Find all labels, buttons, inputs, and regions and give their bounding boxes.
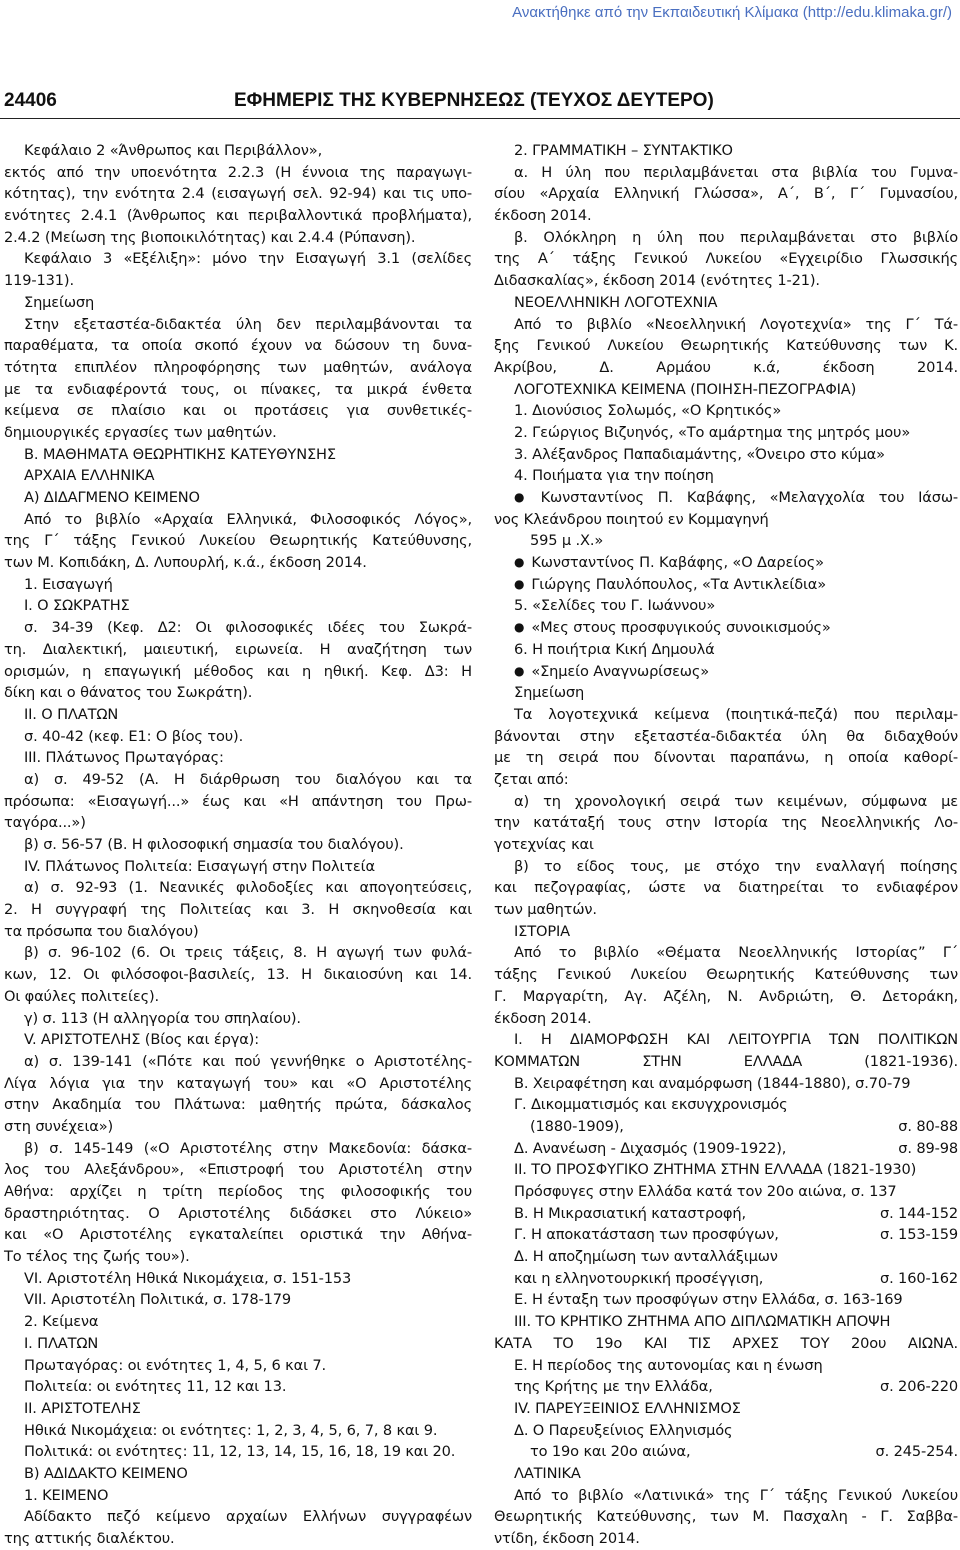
left-line-37: τα πρόσωπα του διαλόγου) <box>4 922 199 940</box>
right-line-22: 5. «Σελίδες του Γ. Ιωάννου» <box>514 597 716 615</box>
right-line-24: 6. Η ποιήτρια Κική Δημουλά <box>514 640 715 658</box>
right-line-28: βάνονται στην εξεταστέα-διδακτέα ύλη θα διδαχθούν <box>494 727 958 745</box>
page-reference: σ. 153-159 <box>879 1226 958 1244</box>
left-line-2: εκτός από την υποενότητα 2.2.3 (Η έννοια της παραγωγι- <box>4 163 472 181</box>
page-reference: σ. 80-88 <box>898 1117 958 1135</box>
left-line-24: τη. Διαλεκτική, μαιευτική, ειρωνεία. Η αναζήτηση των <box>4 640 472 658</box>
right-line-50 <box>494 1203 958 1225</box>
right-line-57: Ε. Η περίοδος της αυτονομίας και η ένωση <box>514 1356 823 1374</box>
left-line-54: VΙΙ. Αριστοτέλη Πολιτικά, σ. 178-179 <box>24 1291 292 1309</box>
left-line-14: δημιουργικές εργασίες των μαθητών. <box>4 423 277 441</box>
right-line-15: 3. Αλέξανδρος Παπαδιαμάντης, «Όνειρο στο κύμα» <box>514 445 885 463</box>
left-line-38: β) σ. 96-102 (6. Οι τρεις τάξεις, 8. Η αγωγή των φυλά- <box>24 944 472 962</box>
left-line-5: 2.4.2 (Μείωση της βιοποικιλότητας) και 2.4.4 (Ρύπανση). <box>4 228 416 246</box>
left-line-34: ΙV. Πλάτωνος Πολιτεία: Εισαγωγή στην Πολιτεία <box>24 857 375 875</box>
entry-title: της Κρήτης με την Ελλάδα, <box>514 1378 713 1396</box>
right-line-52: Δ. Η αποζημίωση των ανταλλάξιμων <box>514 1248 778 1266</box>
right-line-45: Γ. Δικομματισμός και εκσυγχρονισμός <box>514 1096 788 1114</box>
right-line-6: της Α΄ τάξης Γενικού Λυκείου «Εγχειρίδιο Γλωσσικής <box>494 250 958 268</box>
left-line-59: ΙΙ. ΑΡΙΣΤΟΤΕΛΗΣ <box>24 1399 141 1417</box>
bullet-item: ● Γιώργης Παυλόπουλος, «Τα Αντικλείδια» <box>514 576 826 593</box>
left-line-7: 119-131). <box>4 272 74 290</box>
left-line-27: ΙΙ. Ο ΠΛΑΤΩΝ <box>24 705 119 723</box>
entry-title: Δ. Ανανέωση - Διχασμός (1909-1922), <box>514 1139 787 1157</box>
right-line-5: β. Ολόκληρη η ύλη που περιλαμβάνεται στο βιβλίο <box>514 228 958 246</box>
entry-title: Β. Η Μικρασιατική καταστροφή, <box>514 1204 746 1222</box>
left-line-8: Σημείωση <box>24 293 95 311</box>
right-line-16: 4. Ποιήματα για την ποίηση <box>514 467 714 485</box>
right-line-59: ΙV. ΠΑΡΕΥΞΕΙΝΙΟΣ ΕΛΛΗΝΙΣΜΟΣ <box>514 1399 741 1417</box>
right-line-41: έκδοση 2014. <box>494 1009 592 1027</box>
right-line-42: Ι. Η ΔΙΑΜΟΡΦΩΣΗ ΚΑΙ ΛΕΙΤΟΥΡΓΙΑ ΤΩΝ ΠΟΛΙΤΙΚΩΝ <box>514 1031 958 1049</box>
entry-title: Γ. Η αποκατάσταση των προσφύγων, <box>514 1226 779 1244</box>
page-reference: σ. 245-254. <box>875 1443 958 1461</box>
right-line-43: ΚΟΜΜΑΤΩΝ ΣΤΗΝ ΕΛΛΑΔΑ (1821-1936). <box>494 1052 958 1070</box>
left-line-20: των Μ. Κοπιδάκη, Δ. Λυπουρλή, κ.ά., έκδοση 2014. <box>4 554 367 572</box>
right-line-9: Από το βιβλίο «Νεοελληνική Λογοτεχνία» της Γ΄ Τά- <box>514 315 958 333</box>
left-line-63: 1. ΚΕΙΜΕΝΟ <box>24 1486 109 1504</box>
left-line-29: ΙΙΙ. Πλάτωνος Πρωταγόρας: <box>24 749 224 767</box>
left-line-57: Πρωταγόρας: οι ενότητες 1, 4, 5, 6 και 7. <box>24 1356 327 1374</box>
gazette-title: ΕΦΗΜΕΡΙΣ ΤΗΣ ΚΥΒΕΡΝΗΣΕΩΣ (ΤΕΥΧΟΣ ΔΕΥΤΕΡΟ) <box>234 90 714 111</box>
left-line-47: β) σ. 145-149 («Ο Αριστοτέλης στην Μακεδονία: δάσκα- <box>24 1139 472 1157</box>
left-line-53: VΙ. Αριστοτέλη Ηθικά Νικομάχεια, σ. 151-153 <box>24 1269 352 1287</box>
right-line-58 <box>494 1376 958 1398</box>
right-line-14: 2. Γεώργιος Βιζυηνός, «Το αμάρτημα της μητρός μου» <box>514 423 911 441</box>
right-line-27: Τα λογοτεχνικά κείμενα (ποιητικά-πεζά) που περιλαμ- <box>514 705 958 723</box>
left-line-1: Κεφάλαιο 2 «Άνθρωπος και Περιβάλλον», <box>24 142 323 159</box>
right-line-38: Από το βιβλίο «Θέματα Νεοελληνικής Ιστορίας” Γ΄ <box>514 944 958 962</box>
left-line-58: Πολιτεία: οι ενότητες 11, 12 και 13. <box>24 1378 287 1396</box>
page-reference: σ. 160-162 <box>879 1269 958 1287</box>
entry-title: (1880-1909), <box>530 1117 624 1135</box>
left-line-49: Αθήνα: αρχίζει η τρίτη περίοδος της φιλοσοφικής του <box>4 1183 472 1200</box>
right-line-53 <box>494 1268 958 1290</box>
bullet-item: ● Κωνσταντίνος Π. Καβάφης, «Ο Δαρείος» <box>514 554 824 571</box>
page-reference: σ. 89-98 <box>898 1139 958 1157</box>
right-line-62: ΛΑΤΙΝΙΚΑ <box>514 1464 581 1482</box>
right-line-31: α) τη χρονολογική σειρά των κειμένων, σύμφωνα με <box>514 792 958 810</box>
left-line-30: α) σ. 49-52 (Α. Η διάρθρωση του διαλόγου και τα <box>24 770 472 788</box>
right-line-7: Διδασκαλίας», έκδοση 2014 (ενότητες 1-21). <box>494 272 820 290</box>
left-line-28: σ. 40-42 (κεφ. Ε1: Ο βίος του). <box>24 727 244 745</box>
entry-title: το 19ο και 20ο αιώνα, <box>530 1443 691 1461</box>
left-line-36: 2. Η συγγραφή της Πολιτείας και 3. Η σκηνοθεσία και <box>4 901 472 919</box>
right-line-61 <box>494 1441 958 1463</box>
right-line-10: ξης Γενικού Λυκείου Θεωρητικής Κατεύθυνσης των Κ. <box>494 337 958 355</box>
left-line-43: α) σ. 139-141 («Πότε και πού γεννήθηκε ο Αριστοτέλης- <box>24 1052 472 1070</box>
right-line-19: 595 μ .Χ.» <box>530 532 604 550</box>
left-line-3: κότητας), την ενότητα 2.4 (εισαγωγή σελ. 92-94) και τις υπο- <box>4 185 472 203</box>
left-line-60: Ηθικά Νικομάχεια: οι ενότητες: 1, 2, 3, 4, 5, 6, 7, 8 και 9. <box>24 1421 438 1439</box>
right-line-13: 1. Διονύσιος Σολωμός, «Ο Κρητικός» <box>514 402 782 420</box>
right-line-54: Ε. Η ένταξη των προσφύγων στην Ελλάδα, σ. 163-169 <box>514 1291 903 1309</box>
left-line-48: λος του Αλεξάνδρου», «Επιστροφή του Αριστοτέλη στην <box>4 1161 472 1179</box>
left-line-18: Από το βιβλίο «Αρχαία Ελληνικά, Φιλοσοφικός Λόγος», <box>24 510 472 528</box>
right-line-56: ΚΑΤΑ ΤΟ 19ο ΚΑΙ ΤΙΣ ΑΡΧΕΣ ΤΟΥ 20ου ΑΙΩΝΑ. <box>494 1334 958 1352</box>
header-divider <box>0 118 960 119</box>
right-line-8: ΝΕΟΕΛΛΗΝΙΚΗ ΛΟΓΟΤΕΧΝΙΑ <box>514 293 718 311</box>
right-line-65: ντίδη, έκδοση 2014. <box>494 1530 640 1547</box>
left-line-65: της αττικής διαλέκτου. <box>4 1530 175 1547</box>
left-line-51: και «Ο Αριστοτέλης εγκαταλείπει οριστικά την Αθήνα- <box>4 1226 472 1244</box>
right-line-29: με τη σειρά που δίνονται παραπάνω, η οποία καθορί- <box>494 749 958 767</box>
right-line-48: ΙΙ. ΤΟ ΠΡΟΣΦΥΓΙΚΟ ΖΗΤΗΜΑ ΣΤΗΝ ΕΛΛΑΔΑ (1821-1930) <box>514 1161 917 1179</box>
right-line-37: ΙΣΤΟΡΙΑ <box>514 922 570 940</box>
left-line-64: Αδίδακτο πεζό κείμενο αρχαίων Ελλήνων συγγραφέων <box>24 1508 472 1526</box>
left-line-52: Το τέλος της ζωής του»). <box>4 1248 190 1266</box>
bullet-item: ● Κωνσταντίνος Π. Καβάφης, «Μελαγχολία του Ιάσω- <box>514 489 958 506</box>
page-reference: σ. 206-220 <box>879 1378 958 1396</box>
right-line-51 <box>494 1224 958 1246</box>
source-banner[interactable]: Ανακτήθηκε από την Εκπαιδευτική Κλίμακα (http://edu.klimaka.gr/) <box>512 4 952 21</box>
left-line-10: παραθέματα, τα οποία σκοπό έχουν να δώσουν τη δυνα- <box>4 337 472 355</box>
right-line-49: Πρόσφυγες στην Ελλάδα κατά τον 20ο αιώνα, σ. 137 <box>514 1183 897 1200</box>
right-line-40: Γ. Μαργαρίτη, Αγ. Αζέλη, Ν. Ανδριώτη, Θ. Δετοράκη, <box>494 987 958 1005</box>
left-line-61: Πολιτικά: οι ενότητες: 11, 12, 13, 14, 15, 16, 18, 19 και 20. <box>24 1443 456 1461</box>
left-line-40: Οι φαύλες πολιτείες). <box>4 987 160 1005</box>
right-line-12: ΛΟΓΟΤΕΧΝΙΚΑ ΚΕΙΜΕΝΑ (ΠΟΙΗΣΗ-ΠΕΖΟΓΡΑΦΙΑ) <box>514 380 857 398</box>
right-line-63: Από το βιβλίο «Λατινικά» της Γ΄ τάξης Γενικού Λυκείου <box>514 1486 958 1504</box>
right-line-55: ΙΙΙ. ΤΟ ΚΡΗΤΙΚΟ ΖΗΤΗΜΑ ΑΠΟ ΔΙΠΛΩΜΑΤΙΚΗ ΑΠΟΨΗ <box>514 1313 891 1331</box>
left-line-56: Ι. ΠΛΑΤΩΝ <box>24 1334 99 1352</box>
left-line-12: με τα ενδιαφέροντά τους, οι πίνακες, τα μικρά ένθετα <box>4 380 472 398</box>
left-line-13: κείμενα σε πλαίσιο και οι προτάσεις για συνθετικές- <box>4 402 472 420</box>
page-number: 24406 <box>4 90 57 111</box>
right-line-39: τάξης Γενικού Λυκείου Θεωρητικής Κατεύθυνσης των <box>494 966 958 984</box>
left-line-19: της Γ΄ τάξης Γενικού Λυκείου Θεωρητικής Κατεύθυνσης, <box>4 532 472 550</box>
left-line-25: ορισμών, η επαγωγική μέθοδος και η ηθική. Κεφ. Δ3: Η <box>4 662 472 680</box>
left-line-6: Κεφάλαιο 3 «Εξέλιξη»: μόνο την Εισαγωγή 3.1 (σελίδες <box>24 250 472 268</box>
right-line-26: Σημείωση <box>514 684 585 702</box>
left-line-31: πρόσωπα: «Εισαγωγή...» έως και «Η απάντηση του Πρω- <box>4 792 472 810</box>
right-line-33: γοτεχνίας και <box>494 836 594 853</box>
right-line-3: σίου «Αρχαία Ελληνική Γλώσσα», Α΄, Β΄, Γ΄ Γυμνασίου, <box>494 185 958 203</box>
left-line-42: V. ΑΡΙΣΤΟΤΕΛΗΣ (Βίος και έργα): <box>24 1031 259 1049</box>
right-line-35: και πεζογραφίας, ώστε να διατηρείται το ενδιαφέρον <box>494 879 958 897</box>
right-line-46 <box>494 1116 958 1138</box>
left-line-39: κων, 12. Οι φιλόσοφοι-βασιλείς, 13. Η δικαιοσύνη και 14. <box>4 966 472 984</box>
left-line-9: Στην εξεταστέα-διδακτέα ύλη δεν περιλαμβάνονται τα <box>24 315 472 333</box>
right-line-47 <box>494 1138 958 1160</box>
right-line-23 <box>494 617 958 639</box>
right-line-30: ζεται από: <box>494 770 569 788</box>
left-line-44: Λίγα λόγια για την καταγωγή του» και «Ο Αριστοτέλης <box>4 1074 472 1092</box>
left-line-17: Α) ΔΙΔΑΓΜΕΝΟ ΚΕΙΜΕΝΟ <box>24 489 200 506</box>
right-line-36: των μαθητών. <box>494 901 597 919</box>
right-line-2: α. Η ύλη που περιλαμβάνεται στα βιβλία του Γυμνα- <box>514 163 958 181</box>
left-line-15: Β. ΜΑΘΗΜΑΤΑ ΘΕΩΡΗΤΙΚΗΣ ΚΑΤΕΥΘΥΝΣΗΣ <box>24 445 336 463</box>
left-line-4: ενότητες 2.4.1 (Άνθρωπος και περιβαλλοντικά προβλήματα), <box>4 207 472 225</box>
left-line-35: α) σ. 92-93 (1. Νεανικές φιλοδοξίες και απογοητεύσεις, <box>24 879 472 897</box>
page-reference: σ. 144-152 <box>879 1204 958 1222</box>
entry-title: και η ελληνοτουρκική προσέγγιση, <box>514 1269 764 1287</box>
right-line-4: έκδοση 2014. <box>494 207 592 225</box>
right-line-25 <box>494 661 958 683</box>
left-line-55: 2. Κείμενα <box>24 1313 99 1331</box>
right-column <box>494 140 958 1550</box>
right-line-17 <box>494 487 958 509</box>
left-line-32: ταγόρα...») <box>4 814 86 832</box>
right-line-34: β) το είδος τους, με στόχο την εναλλαγή ποίησης <box>514 857 958 875</box>
right-line-18: νος Κλεάνδρου ποιητού εν Κομμαγηνή <box>494 510 769 528</box>
right-line-60: Δ. Ο Παρευξείνιος Ελληνισμός <box>514 1421 733 1439</box>
left-line-16: ΑΡΧΑΙΑ ΕΛΛΗΝΙΚΑ <box>24 467 155 485</box>
right-line-20 <box>494 552 958 574</box>
left-line-11: τότητα επιπλέον πληροφόρησης των μαθητών, ανάλογα <box>4 358 472 376</box>
left-line-21: 1. Εισαγωγή <box>24 575 113 593</box>
left-column <box>4 140 472 1550</box>
left-line-33: β) σ. 56-57 (Β. Η φιλοσοφική σημασία του διαλόγου). <box>24 836 404 853</box>
left-line-62: Β) ΑΔΙΔΑΚΤΟ ΚΕΙΜΕΝΟ <box>24 1464 188 1482</box>
left-line-23: σ. 34-39 (Κεφ. Δ2: Οι φιλοσοφικές ιδέες του Σωκρά- <box>24 619 472 637</box>
right-line-21 <box>494 574 958 596</box>
left-line-26: δίκη και ο θάνατος του Σωκράτη). <box>4 684 253 702</box>
bullet-item: ● «Μες στους προσφυγικούς συνοικισμούς» <box>514 619 831 636</box>
right-line-32: την κατάταξή τους στην Ιστορία της Νεοελληνικής Λο- <box>494 814 958 832</box>
right-line-11: Ακρίβου, Δ. Αρμάου κ.ά, έκδοση 2014. <box>494 358 958 376</box>
right-line-64: Θεωρητικής Κατεύθυνσης, των Μ. Πασχαλη - Γ. Σαββα- <box>494 1508 958 1526</box>
left-line-41: γ) σ. 113 (Η αλληγορία του σπηλαίου). <box>24 1009 301 1027</box>
left-line-45: στην Ακαδημία του Πλάτωνα: μαθητής πρώτα, δάσκαλος <box>4 1096 472 1114</box>
bullet-item: ● «Σημείο Αναγνωρίσεως» <box>514 663 709 680</box>
right-line-1: 2. ΓΡΑΜΜΑΤΙΚΗ – ΣΥΝΤΑΚΤΙΚΟ <box>514 142 733 159</box>
page-header <box>4 88 956 118</box>
left-line-22: Ι. Ο ΣΩΚΡΑΤΗΣ <box>24 597 130 615</box>
left-line-50: δραστηριότητας. Ο Αριστοτέλης διδάσκει στο Λύκειο» <box>4 1204 472 1222</box>
left-line-46: στη συνέχεια») <box>4 1117 114 1135</box>
right-line-44: Β. Χειραφέτηση και αναμόρφωση (1844-1880), σ.70-79 <box>514 1074 911 1092</box>
